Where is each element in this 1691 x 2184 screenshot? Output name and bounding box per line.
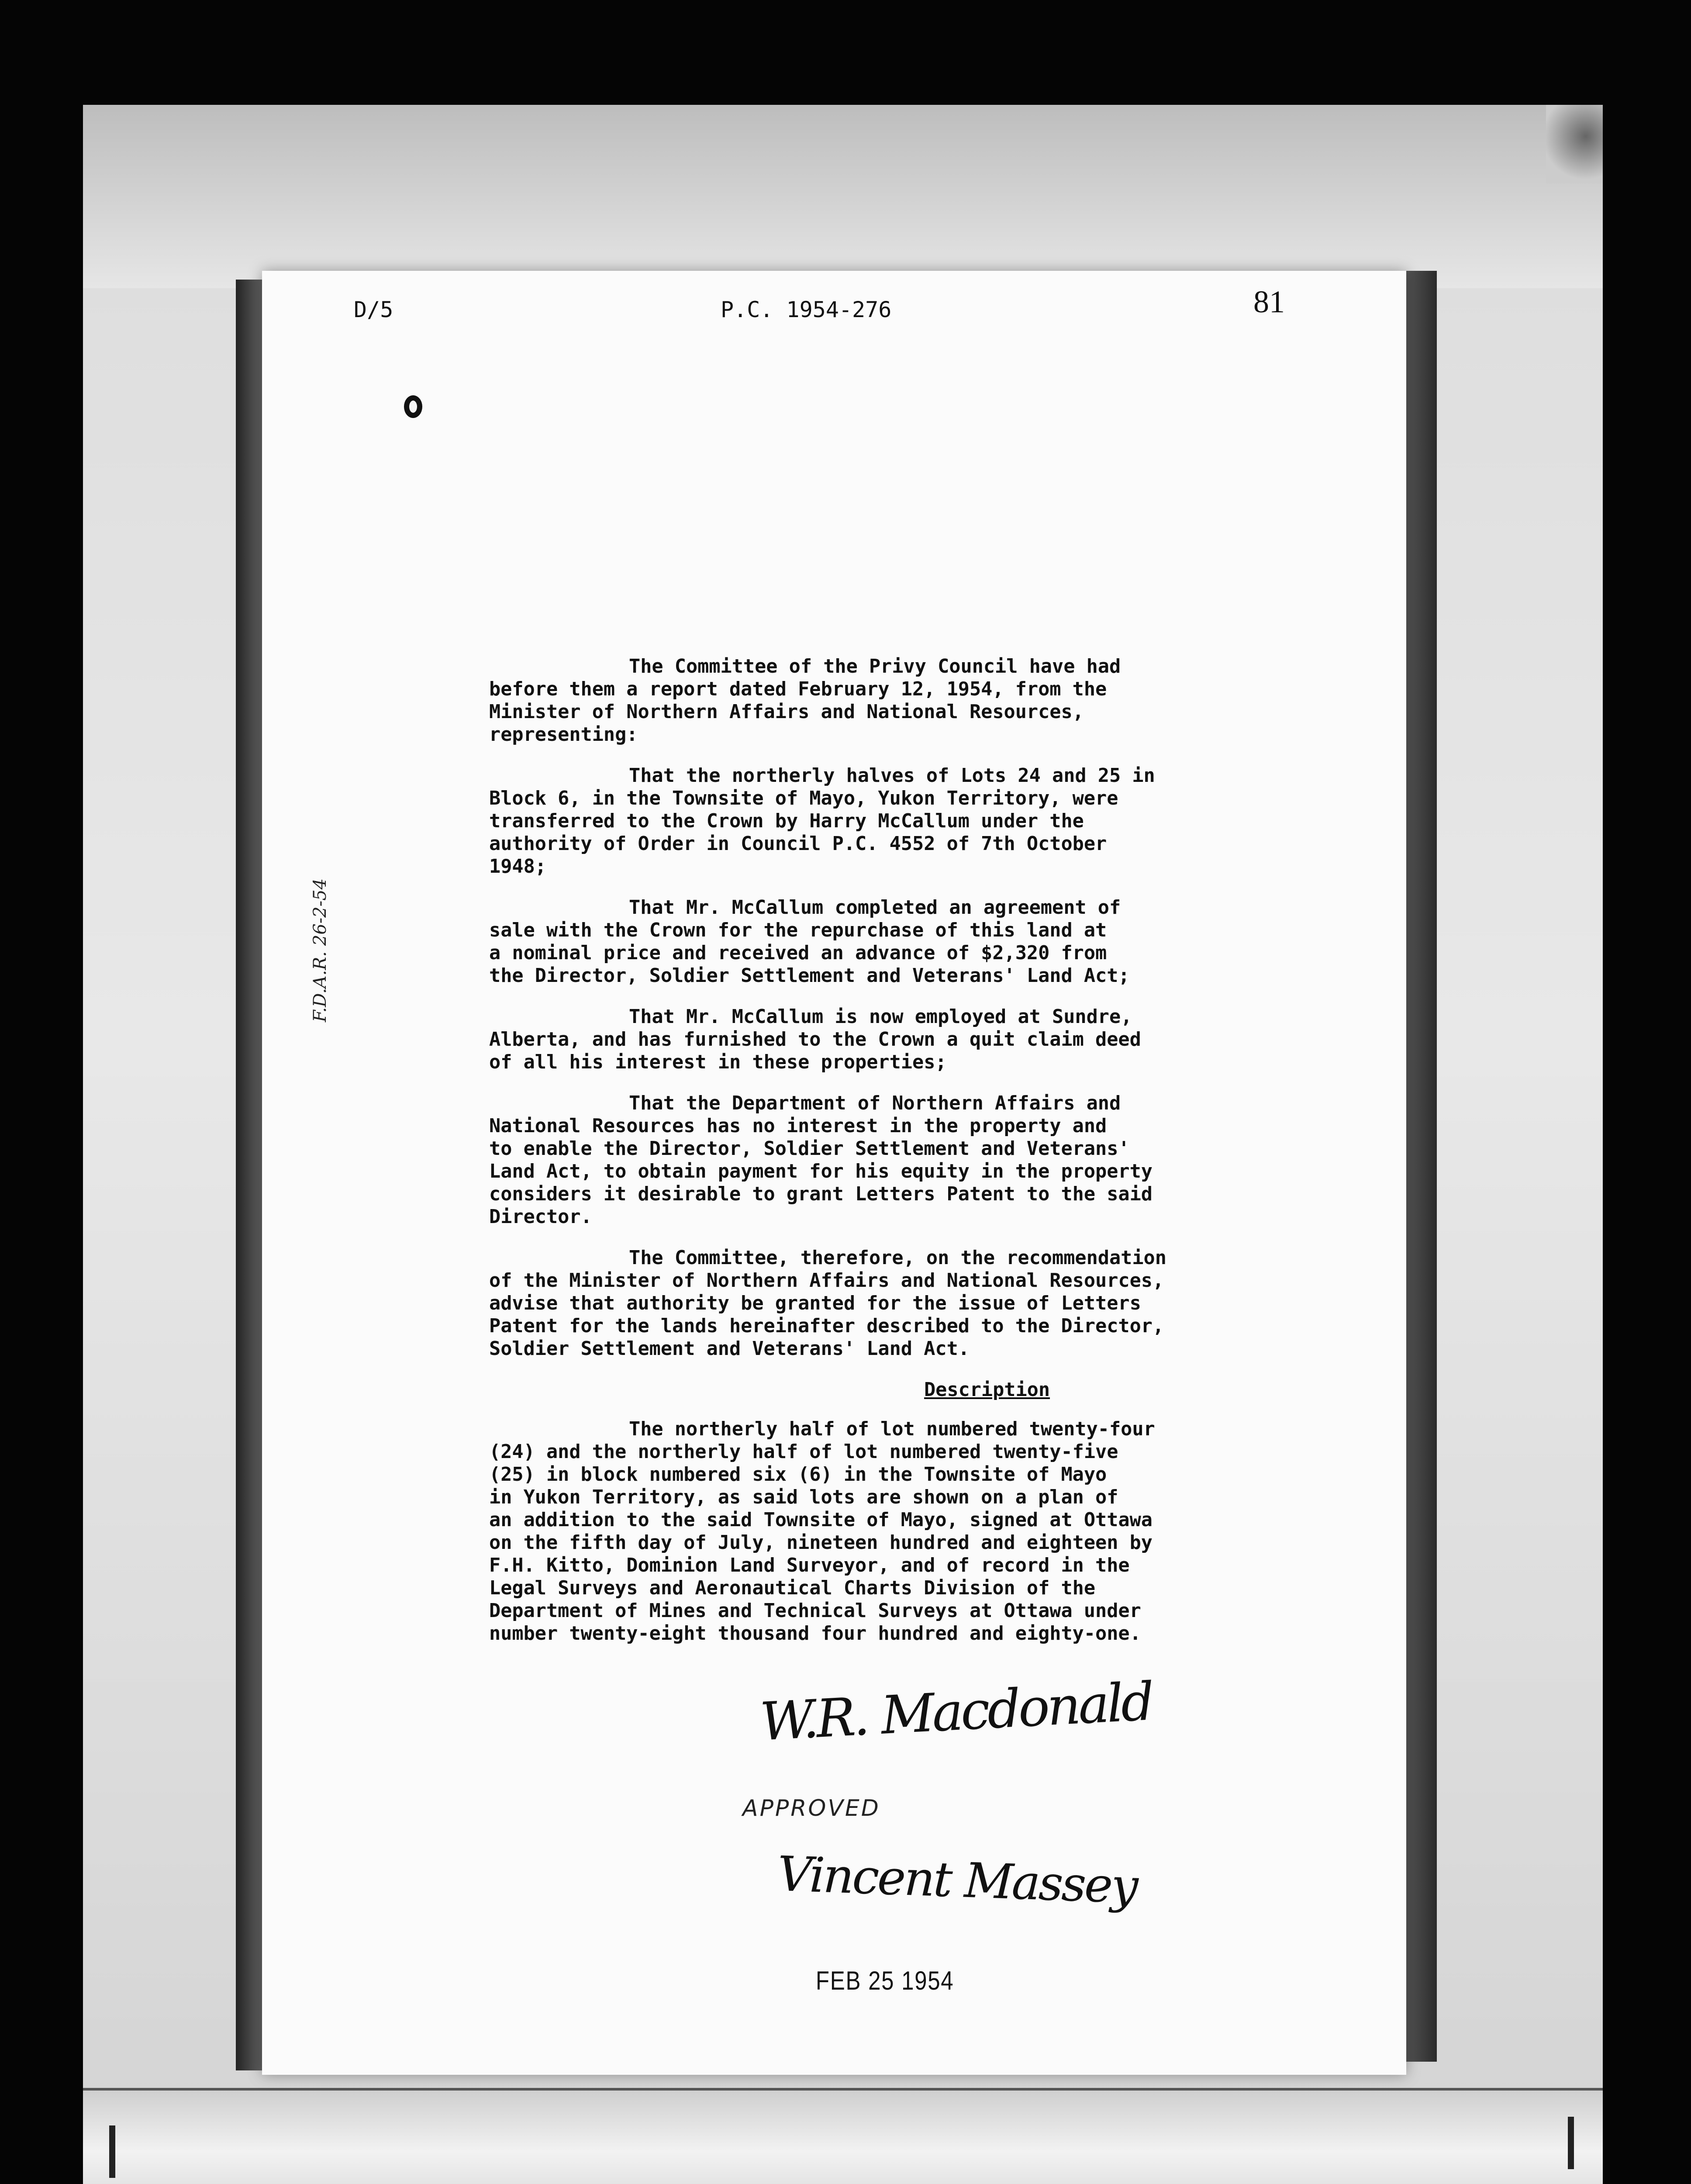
scan-bottom-band [83,2088,1603,2184]
approved-stamp: APPROVED [742,1795,880,1821]
date-stamp: FEB 25 1954 [815,1966,954,1995]
paragraph: That the Department of Northern Affairs and National Resources has no interest in the property and to enable the Director, Soldier Settlement and Veterans' Land Act, to obtain payment for his equity in the property considers it desirable to grant Letters Patent to the said Director. [489,1092,1153,1228]
paragraph: That Mr. McCallum is now employed at Sundre, Alberta, and has furnished to the Crown a quit claim deed of all his interest in these properties; [489,1006,1141,1073]
governor-general-signature: Vincent Massey [776,1845,1138,1914]
description-heading: Description [924,1379,1050,1401]
paragraph: The Committee of the Privy Council have had before them a report dated February 12, 1954, from the Minister of Northern Affairs and National Resources, representing: [489,656,1121,746]
paragraph: The Committee, therefore, on the recommendation of the Minister of Northern Affairs and National Resources, advise that authority be granted for the issue of Letters Patent for the lands hereinafter described to the Director, Soldier Settlement and Veterans' Land Act. [489,1247,1166,1360]
minister-signature: W.R. Macdonald [758,1671,1153,1753]
film-edge-mark [1568,2117,1574,2169]
paragraph: That Mr. McCallum completed an agreement of sale with the Crown for the repurchase of this land at a nominal price and received an advance of $2,320 from the Director, Soldier Settlement and Veterans' Land Act; [489,897,1130,987]
margin-note: F.D.A.R. 26-2-54 [310,878,330,1022]
page-number: 81 [1253,284,1285,319]
scan-corner-mark [1546,105,1603,183]
document-page [262,271,1406,2075]
paragraph: That the northerly halves of Lots 24 and 25 in Block 6, in the Townsite of Mayo, Yukon Territory, were transferred to the Crown by Harry McCallum under the authority of Order in Council P.C. 4552 of 7th October 1948; [489,765,1155,878]
film-edge-mark [109,2125,115,2178]
punch-hole-icon [404,395,422,418]
file-code: D/5 [354,297,393,322]
scan-top-strip [83,105,1603,288]
description-paragraph: The northerly half of lot numbered twenty-four (24) and the northerly half of lot numbered twenty-five (25) in block numbered six (6) in the Townsite of Mayo in Yukon Territory, as said lots are shown on a plan of an addition to the said Townsite of Mayo, signed at Ottawa on the fifth day of July, nineteen hundred and eighteen by F.H. Kitto, Dominion Land Surveyor, and of record in the Legal Surveys and Aeronautical Charts Division of the Department of Mines and Technical Surveys at Ottawa under number twenty-eight thousand four hundred and eighty-one. [489,1418,1155,1645]
order-number: P.C. 1954-276 [721,297,892,322]
document-body [489,655,1371,1663]
